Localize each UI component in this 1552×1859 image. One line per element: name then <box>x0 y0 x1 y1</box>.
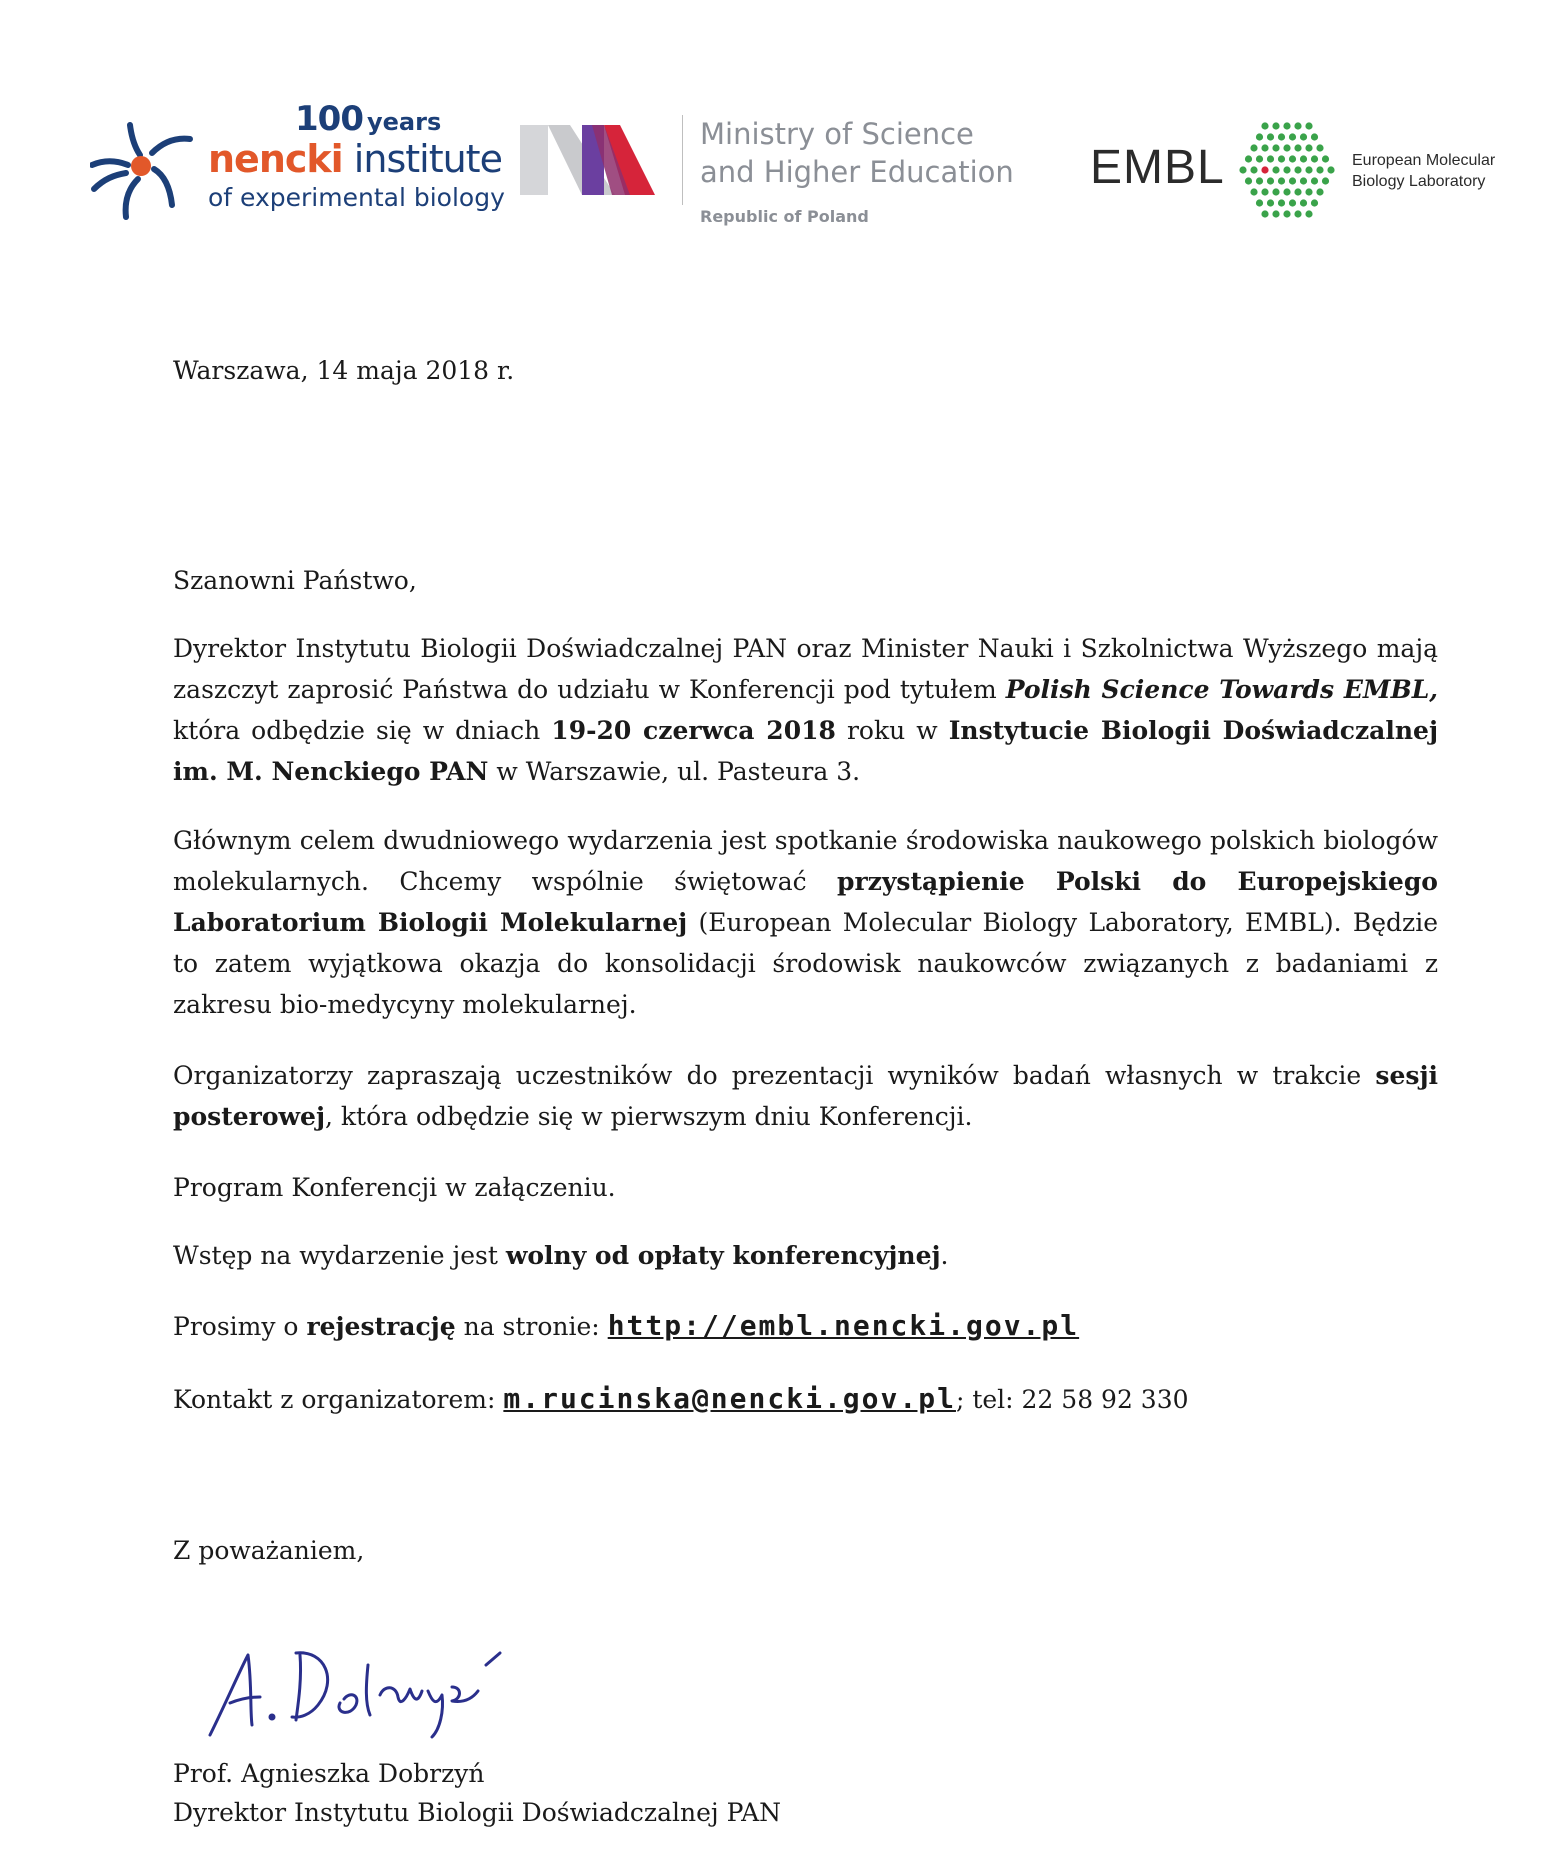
p5-bold: wolny od opłaty konferencyjnej <box>505 1241 941 1270</box>
embl-dot <box>1300 199 1307 206</box>
embl-dot <box>1256 155 1263 162</box>
conference-title: Polish Science Towards EMBL, <box>1005 675 1438 704</box>
embl-dot <box>1278 199 1285 206</box>
nencki-star-icon <box>90 113 200 223</box>
embl-dot <box>1311 155 1318 162</box>
nencki-100: 100 <box>295 99 363 139</box>
p7-text-1: Kontakt z organizatorem: <box>173 1385 504 1414</box>
embl-full-name-line1: European Molecular <box>1352 152 1496 169</box>
nencki-years: years <box>366 108 442 136</box>
embl-dot <box>1300 155 1307 162</box>
conference-place: Instytucie Biologii Doświadczalnej im. M. Nenckiego PAN <box>173 716 1439 786</box>
p1-text-4: w Warszawie, ul. Pasteura 3. <box>488 757 861 786</box>
nencki-institute-name <box>208 137 502 181</box>
embl-dot <box>1289 177 1296 184</box>
embl-dot <box>1294 210 1301 217</box>
nencki-100-years <box>295 99 441 139</box>
embl-dot <box>1256 177 1263 184</box>
contact-email-link[interactable]: m.rucinska@nencki.gov.pl <box>503 1382 956 1415</box>
nencki-name-part1: nencki <box>208 137 343 181</box>
embl-full-name <box>1352 151 1495 193</box>
p3-text-2: , która odbędzie się w pierwszym dniu Konferencji. <box>325 1102 973 1131</box>
embl-dot <box>1300 133 1307 140</box>
embl-dot <box>1327 166 1334 173</box>
embl-dot <box>1283 188 1290 195</box>
embl-dot <box>1272 122 1279 129</box>
embl-dot <box>1311 133 1318 140</box>
embl-logo <box>1090 95 1530 235</box>
paragraph-poster-session <box>173 1055 1438 1137</box>
p2-text-2: (European Molecular Biology Laboratory, EMBL). Będzie to zatem wyjątkowa okazja do konsolidacji środowisk naukowców związanych z badaniami z zakresu bio-medycyny molekularnej. <box>173 908 1438 1019</box>
embl-dot <box>1289 155 1296 162</box>
embl-dot <box>1239 166 1246 173</box>
embl-dot <box>1300 177 1307 184</box>
ministry-subtitle: Republic of Poland <box>700 207 869 226</box>
embl-dot <box>1278 133 1285 140</box>
embl-dot <box>1250 166 1257 173</box>
embl-dot <box>1283 144 1290 151</box>
ministry-name-line2: and Higher Education <box>700 155 1014 189</box>
embl-dot <box>1305 166 1312 173</box>
embl-dot <box>1289 199 1296 206</box>
embl-dot <box>1294 166 1301 173</box>
embl-dot-red <box>1261 166 1268 173</box>
p1-text-1: Dyrektor Instytutu Biologii Doświadczalnej PAN oraz Minister Nauki i Szkolnictwa Wyższego mają zaszczyt zaprosić Państwa do udziału w Konferencji pod tytułem <box>173 634 1438 704</box>
p6-text-1: Prosimy o <box>173 1312 307 1341</box>
p2-bold: przystąpienie Polski do Europejskiego Laboratorium Biologii Molekularnej <box>173 867 1438 937</box>
embl-dot <box>1272 210 1279 217</box>
embl-dot <box>1305 144 1312 151</box>
embl-dot <box>1267 133 1274 140</box>
header-logos <box>90 95 1530 245</box>
embl-dot <box>1261 210 1268 217</box>
embl-dot <box>1256 133 1263 140</box>
registration-link[interactable]: http://embl.nencki.gov.pl <box>607 1309 1080 1342</box>
embl-wordmark: EMBL <box>1090 141 1225 194</box>
embl-dot <box>1272 188 1279 195</box>
p2-text-1: Głównym celem dwudniowego wydarzenia jest spotkanie środowiska naukowego polskich biologów molekularnych. Chcemy wspólnie świętować <box>173 826 1438 896</box>
embl-dot <box>1267 199 1274 206</box>
p1-text-2: która odbędzie się w dniach <box>173 716 552 745</box>
ministry-m-icon <box>520 115 655 195</box>
embl-dot <box>1261 144 1268 151</box>
nencki-name-part2: institute <box>353 137 502 181</box>
embl-dot <box>1272 166 1279 173</box>
conference-dates: 19-20 czerwca 2018 <box>551 716 836 745</box>
p1-text-3: roku w <box>835 716 949 745</box>
embl-dot <box>1294 188 1301 195</box>
embl-dot <box>1289 133 1296 140</box>
embl-dot <box>1267 177 1274 184</box>
embl-dot <box>1322 155 1329 162</box>
embl-dot <box>1316 166 1323 173</box>
ministry-logo <box>520 95 1014 235</box>
signer-role: Dyrektor Instytutu Biologii Doświadczalnej PAN <box>173 1798 782 1827</box>
embl-dot <box>1245 155 1252 162</box>
p3-text-1: Organizatorzy zapraszają uczestników do prezentacji wyników badań własnych w trakcie <box>173 1061 1376 1090</box>
embl-dot <box>1305 122 1312 129</box>
nencki-institute-logo <box>90 95 505 225</box>
ministry-name-line1: Ministry of Science <box>700 117 974 151</box>
embl-dot <box>1278 177 1285 184</box>
embl-dot <box>1256 199 1263 206</box>
embl-dot <box>1261 188 1268 195</box>
letter-closing: Z poważaniem, <box>173 1536 365 1565</box>
embl-dot <box>1261 122 1268 129</box>
p6-text-2: na stronie: <box>455 1312 608 1341</box>
embl-dot <box>1267 155 1274 162</box>
embl-full-name-line2: Biology Laboratory <box>1352 172 1486 190</box>
embl-dot <box>1316 188 1323 195</box>
paragraph-contact <box>173 1378 1438 1420</box>
embl-dot <box>1278 155 1285 162</box>
paragraph-registration <box>173 1305 1438 1347</box>
embl-dot <box>1316 144 1323 151</box>
paragraph-invitation <box>173 628 1438 792</box>
nencki-subtitle: of experimental biology <box>208 183 505 212</box>
embl-dot <box>1305 188 1312 195</box>
p5-text-1: Wstęp na wydarzenie jest <box>173 1241 506 1270</box>
embl-dot <box>1322 177 1329 184</box>
embl-dot <box>1283 210 1290 217</box>
letter-salutation: Szanowni Państwo, <box>173 566 417 595</box>
p6-bold: rejestrację <box>306 1312 456 1341</box>
handwritten-signature <box>200 1625 520 1745</box>
embl-dot <box>1294 122 1301 129</box>
embl-dot <box>1245 177 1252 184</box>
embl-dot <box>1250 144 1257 151</box>
letter-date: Warszawa, 14 maja 2018 r. <box>173 356 515 385</box>
ministry-divider <box>682 115 683 205</box>
embl-dot <box>1250 188 1257 195</box>
embl-dot <box>1283 122 1290 129</box>
p5-text-2: . <box>940 1241 949 1270</box>
embl-hexagon-dots-icon <box>1232 115 1342 225</box>
embl-dot <box>1311 199 1318 206</box>
signer-name: Prof. Agnieszka Dobrzyń <box>173 1759 485 1788</box>
embl-dot <box>1294 144 1301 151</box>
embl-dot <box>1305 210 1312 217</box>
p3-bold: sesji posterowej <box>173 1061 1438 1131</box>
embl-dot <box>1311 177 1318 184</box>
p7-text-2: ; tel: 22 58 92 330 <box>955 1385 1189 1414</box>
paragraph-program: Program Konferencji w załączeniu. <box>173 1173 616 1202</box>
embl-dot <box>1283 166 1290 173</box>
embl-dot <box>1272 144 1279 151</box>
paragraph-goal <box>173 820 1438 1025</box>
paragraph-fee <box>173 1235 1438 1276</box>
